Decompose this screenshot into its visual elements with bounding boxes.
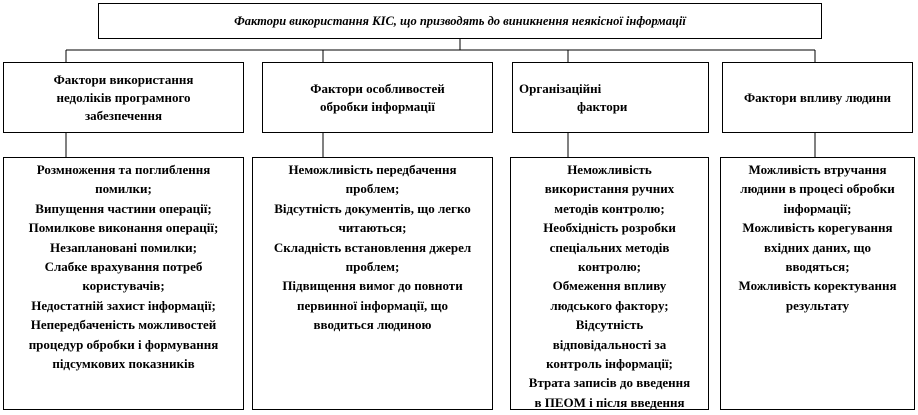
list-item: Складність встановлення джерел	[273, 239, 472, 255]
list-item: первинної інформації, що	[297, 297, 448, 313]
list-item: використання ручних	[544, 181, 675, 197]
list-processing-factors	[252, 157, 493, 410]
list-human-factors	[720, 157, 915, 410]
list-item: підсумкових показників	[52, 356, 195, 372]
list-item: Відсутність документів, що легко	[274, 200, 471, 216]
list-item: відповідальності за	[552, 336, 667, 352]
list-item: контролю;	[578, 259, 641, 275]
list-item: Неможливість	[567, 162, 652, 177]
list-item: Втрата записів до введення	[528, 375, 691, 391]
list-item: вводиться людиною	[313, 317, 432, 333]
list-item: вхідних даних, що	[764, 239, 871, 255]
list-software-factors	[3, 157, 244, 410]
list-item: методів контролю;	[554, 200, 665, 216]
list-item: в ПЕОМ і після введення	[534, 394, 685, 410]
header-software-factors	[3, 62, 244, 133]
header-line: Організаційні	[519, 80, 602, 96]
header-line: недоліків програмного	[56, 89, 191, 105]
list-item: людського фактору;	[550, 297, 669, 313]
list-item: проблем;	[345, 181, 400, 197]
list-item: вводяться;	[785, 259, 850, 275]
list-item: результату	[785, 297, 850, 313]
list-item: Необхідність розробки	[543, 220, 676, 236]
list-item: Непередбаченість можливостей	[30, 317, 217, 333]
list-item: Незаплановані помилки;	[50, 239, 197, 255]
header-line: обробки інформації	[319, 98, 436, 114]
list-item: Обмеження впливу	[552, 278, 667, 294]
list-item: помилки;	[95, 181, 152, 197]
list-item: Випущення частини операції;	[35, 200, 212, 216]
list-item: Недостатній захист інформації;	[31, 297, 216, 313]
list-item: Можливість втручання	[748, 162, 887, 177]
list-item: проблем;	[345, 259, 400, 275]
list-item: контроль інформації;	[546, 356, 673, 372]
header-line: Фактори особливостей	[310, 80, 445, 96]
list-organizational-factors	[510, 157, 709, 410]
list-item: Відсутність	[575, 317, 644, 333]
list-item: людини в процесі обробки	[740, 181, 895, 197]
list-item: Помилкове виконання операції;	[28, 220, 219, 236]
header-organizational-factors	[512, 62, 709, 133]
list-item: Розмноження та поглиблення	[36, 162, 211, 177]
header-line: забезпечення	[84, 107, 163, 123]
list-item: користувачів;	[82, 278, 165, 294]
list-item: читаються;	[338, 220, 407, 236]
list-item: Підвищення вимог до повноти	[282, 278, 463, 294]
header-processing-factors	[262, 62, 493, 133]
list-item: спеціальних методів	[549, 239, 670, 255]
header-line: фактори	[577, 98, 628, 114]
list-item: Можливість коректування	[738, 278, 897, 294]
list-item: інформації;	[783, 200, 852, 216]
header-line: Фактори використання	[53, 71, 194, 87]
list-item: Можливість корегування	[742, 220, 893, 236]
header-line: Фактори впливу людини	[744, 89, 891, 105]
list-item: Слабке врахування потреб	[44, 259, 203, 275]
list-item: процедур обробки і формування	[28, 336, 219, 352]
header-human-factors	[722, 62, 913, 133]
diagram-title: Фактори використання КІС, що призводять до виникнення неякісної інформації	[98, 3, 822, 39]
list-item: Неможливість передбачення	[288, 162, 457, 177]
